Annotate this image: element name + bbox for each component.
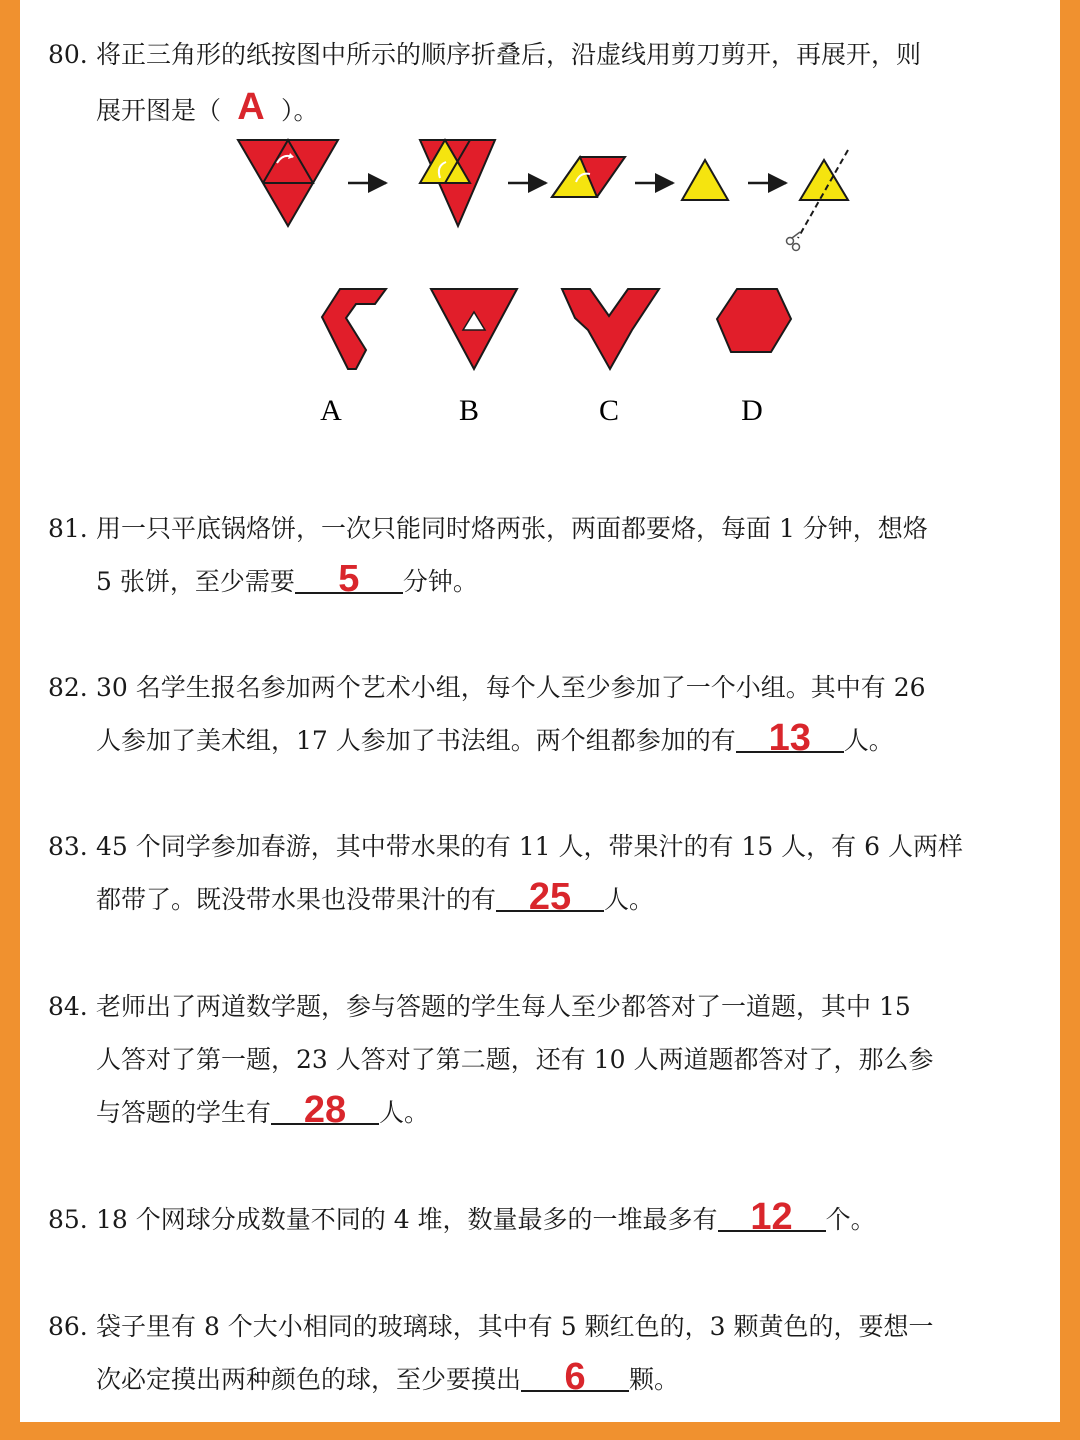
question-text: 30 名学生报名参加两个艺术小组，每个人至少参加了一个小组。其中有 26 (96, 673, 926, 702)
question-number: 84. (48, 992, 88, 1021)
question-text: 袋子里有 8 个大小相同的玻璃球，其中有 5 颗红色的，3 颗黄色的，要想一 (96, 1312, 934, 1341)
question-84 (48, 980, 1018, 1139)
question-text: 分钟。 (402, 567, 478, 596)
question-text: 人。 (379, 1098, 430, 1127)
question-text: ）。 (281, 96, 319, 125)
question-text: 人参加了美术组，17 人参加了书法组。两个组都参加的有 (96, 726, 736, 755)
question-text: 45 个同学参加春游，其中带水果的有 11 人，带果汁的有 15 人，有 6 人两样 (96, 832, 963, 861)
answer-text: 6 (564, 1356, 586, 1398)
option-d-shape (717, 289, 791, 352)
question-text: 与答题的学生有 (96, 1098, 272, 1127)
fold-step-2 (420, 140, 495, 226)
question-text: 人。 (604, 885, 655, 914)
answer-text: 13 (768, 717, 811, 759)
worksheet-page (20, 0, 1060, 1422)
question-text: 5 张饼，至少需要 (96, 567, 295, 596)
question-text: 都带了。既没带水果也没带果汁的有 (96, 885, 497, 914)
question-text: 颗。 (629, 1365, 680, 1394)
answer-text: 5 (338, 558, 360, 600)
folding-figure (20, 0, 1060, 440)
question-83 (48, 820, 1018, 926)
answer-blank (718, 1196, 826, 1238)
question-number: 86. (48, 1312, 88, 1341)
answer-text: 28 (303, 1089, 347, 1131)
question-text: 将正三角形的纸按图中所示的顺序折叠后，沿虚线用剪刀剪开，再展开，则 (96, 40, 922, 69)
question-text: 个。 (825, 1205, 876, 1234)
answer-blank (271, 1089, 379, 1131)
fold-step-3 (552, 157, 625, 197)
question-text: 用一只平底锅烙饼，一次只能同时烙两张，两面都要烙，每面 1 分钟，想烙 (96, 514, 928, 543)
answer-blank (736, 717, 844, 759)
option-b-shape (431, 289, 517, 369)
question-number: 83. (48, 832, 88, 861)
answer-text: 25 (528, 876, 572, 918)
question-85 (48, 1193, 1018, 1246)
answer-blank (295, 558, 403, 600)
question-text: 次必定摸出两种颜色的球，至少要摸出 (96, 1365, 522, 1394)
question-81 (48, 502, 1018, 608)
answer-blank (496, 876, 604, 918)
question-text: 人答对了第一题，23 人答对了第二题，还有 10 人两道题都答对了，那么参 (96, 1045, 934, 1074)
fold-step-1 (238, 140, 338, 226)
answer-blank (521, 1356, 629, 1398)
option-a-shape (322, 289, 386, 369)
option-label-b: B (458, 394, 480, 427)
option-c-shape (562, 289, 659, 369)
question-86 (48, 1300, 1018, 1406)
scissors-icon (787, 232, 801, 251)
question-text: 人。 (843, 726, 894, 755)
fold-step-5 (798, 150, 848, 238)
answer-text: 12 (750, 1196, 793, 1238)
option-label-c: C (598, 394, 620, 427)
question-text: 展开图是（ (96, 96, 222, 125)
question-text: 18 个网球分成数量不同的 4 堆，数量最多的一堆最多有 (96, 1205, 718, 1234)
question-number: 85. (48, 1205, 88, 1234)
question-82 (48, 661, 1018, 767)
question-number: 80. (48, 40, 88, 69)
question-number: 82. (48, 673, 88, 702)
question-number: 81. (48, 514, 88, 543)
option-label-d: D (741, 394, 763, 427)
answer-text: A (237, 86, 265, 128)
question-text: 老师出了两道数学题，参与答题的学生每人至少都答对了一道题，其中 15 (96, 992, 911, 1021)
fold-step-4 (682, 160, 728, 200)
option-label-a: A (320, 394, 342, 427)
